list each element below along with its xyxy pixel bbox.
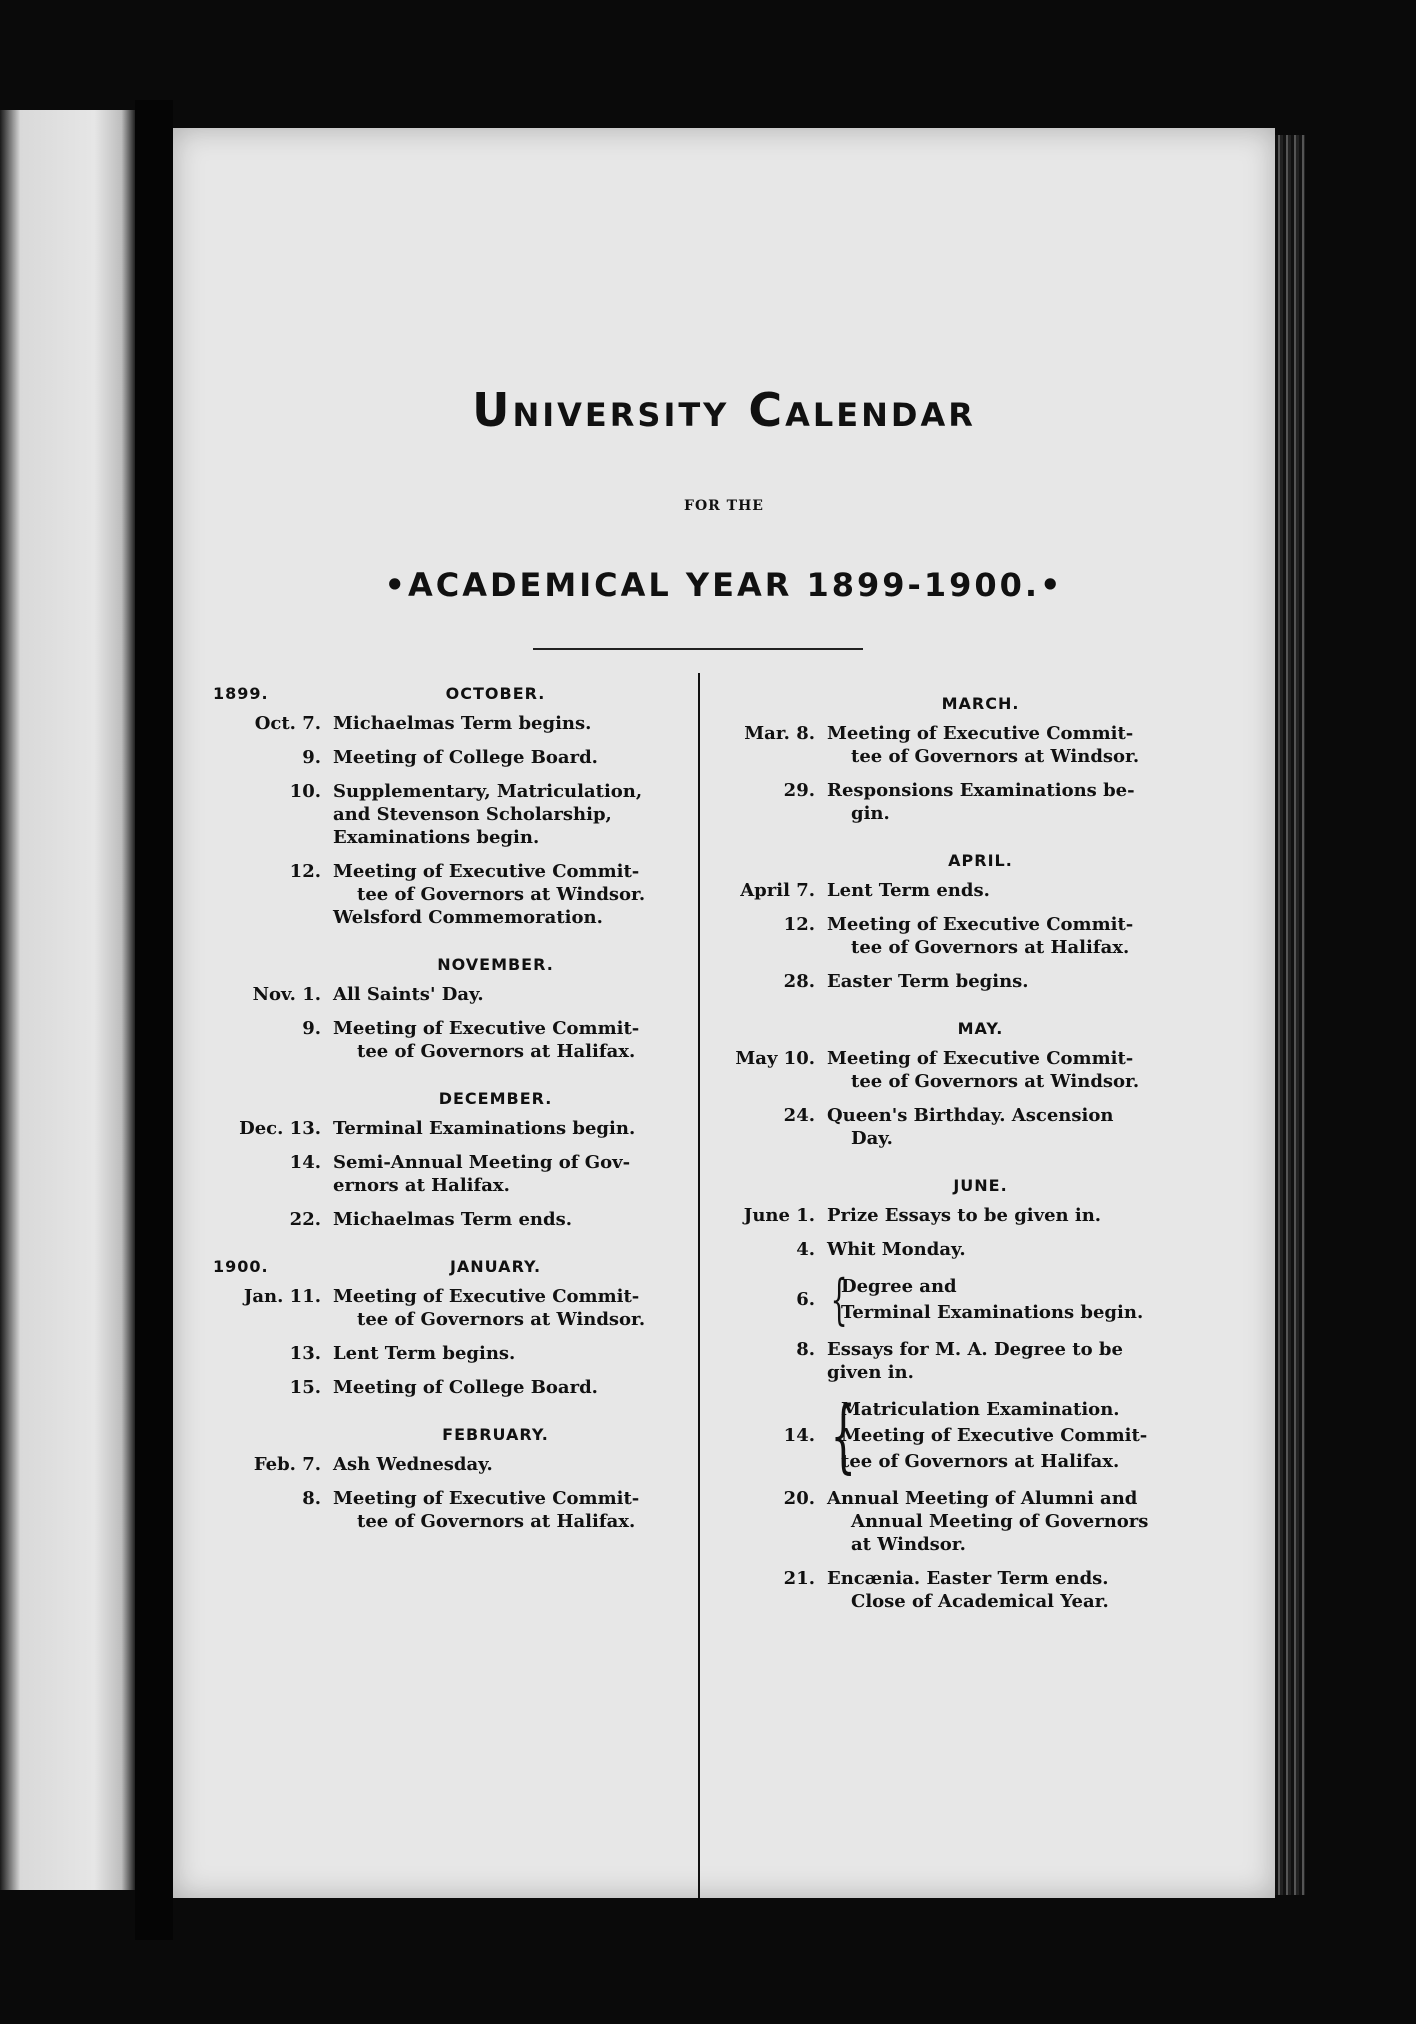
entry-date: 9. xyxy=(302,1018,321,1039)
for-the-label: FOR THE xyxy=(684,498,764,514)
entry-text: Whit Monday. xyxy=(827,1239,966,1260)
entry-text: Semi-Annual Meeting of Gov- ernors at Halifax. xyxy=(333,1152,631,1196)
entry-date: Dec. 13. xyxy=(239,1118,321,1139)
calendar-entry xyxy=(213,1151,683,1197)
brace-symbol: { xyxy=(830,1388,856,1482)
month-heading-december: DECEMBER. xyxy=(438,1089,553,1108)
calendar-entry xyxy=(733,1204,1188,1227)
facing-page-edge xyxy=(0,110,135,1890)
entry-text: Meeting of Executive Commit- tee of Governors at Windsor. xyxy=(333,1286,646,1330)
entry-text: Prize Essays to be given in. xyxy=(827,1205,1102,1226)
calendar-entry xyxy=(213,983,683,1006)
page-stack-edge xyxy=(1275,135,1305,1895)
title-rule xyxy=(533,648,863,650)
month-heading-october: 1899. OCTOBER. xyxy=(213,684,546,703)
month-heading-january: 1900. JANUARY. xyxy=(213,1257,542,1276)
calendar-entry xyxy=(733,1567,1188,1613)
entry-date: May 10. xyxy=(735,1048,815,1069)
entry-date: Mar. 8. xyxy=(744,723,815,744)
entry-text: Meeting of Executive Commit- tee of Governors at Windsor. xyxy=(827,723,1140,767)
calendar-entry xyxy=(733,779,1188,825)
entry-date: 10. xyxy=(289,781,321,802)
entry-text: Matriculation Examination. Meeting of Executive Commit- tee of Governors at Halifax. xyxy=(841,1399,1148,1472)
calendar-entry xyxy=(213,1117,683,1140)
calendar-entry xyxy=(733,1487,1188,1556)
column-divider xyxy=(698,673,700,1898)
entry-date: 4. xyxy=(796,1239,815,1260)
entry-text: Encænia. Easter Term ends. Close of Academical Year. xyxy=(827,1568,1109,1612)
calendar-entry xyxy=(213,1376,683,1399)
calendar-entry xyxy=(733,913,1188,959)
entry-text: Supplementary, Matriculation, and Stevenson Scholarship, Examinations begin. xyxy=(333,781,643,848)
entry-date: Feb. 7. xyxy=(253,1454,321,1475)
calendar-entry xyxy=(213,860,683,929)
page-subtitle: •ACADEMICAL YEAR 1899-1900.• xyxy=(384,566,1064,604)
entry-text: Meeting of Executive Commit- tee of Governors at Windsor. Welsford Commemoration. xyxy=(333,861,646,928)
entry-text: Easter Term begins. xyxy=(827,971,1029,992)
entry-text: Meeting of Executive Commit- tee of Governors at Windsor. xyxy=(827,1048,1140,1092)
calendar-entry xyxy=(213,1487,683,1533)
entry-text: Meeting of College Board. xyxy=(333,747,598,768)
entry-text: Meeting of College Board. xyxy=(333,1377,598,1398)
month-heading-may: MAY. xyxy=(957,1019,1004,1038)
entry-text: Michaelmas Term ends. xyxy=(333,1209,572,1230)
entry-text: Lent Term begins. xyxy=(333,1343,516,1364)
entry-date: 14. xyxy=(289,1152,321,1173)
calendar-entry xyxy=(213,1208,683,1231)
year-label: 1899. xyxy=(213,684,269,703)
entry-date: 20. xyxy=(783,1488,815,1509)
entry-text: Responsions Examinations be- gin. xyxy=(827,780,1135,824)
entry-text: Lent Term ends. xyxy=(827,880,990,901)
calendar-entry xyxy=(213,712,683,735)
entry-date: 28. xyxy=(783,971,815,992)
entry-date: 22. xyxy=(289,1209,321,1230)
entry-date: 9. xyxy=(302,747,321,768)
month-heading-march: MARCH. xyxy=(941,694,1020,713)
calendar-entry xyxy=(733,1267,1188,1331)
entry-text: Essays for M. A. Degree to be given in. xyxy=(827,1339,1123,1383)
year-label: 1900. xyxy=(213,1257,269,1276)
entry-date: 13. xyxy=(289,1343,321,1364)
calendar-entry xyxy=(733,1238,1188,1261)
calendar-entry xyxy=(733,1047,1188,1093)
entry-text: Queen's Birthday. Ascension Day. xyxy=(827,1105,1114,1149)
calendar-entry xyxy=(733,722,1188,768)
entry-date: June 1. xyxy=(743,1205,815,1226)
month-heading-april: APRIL. xyxy=(948,851,1013,870)
entry-date: 29. xyxy=(783,780,815,801)
entry-text: All Saints' Day. xyxy=(333,984,484,1005)
entry-date: 6. xyxy=(796,1289,815,1310)
calendar-entry xyxy=(213,1017,683,1063)
calendar-entry xyxy=(213,1453,683,1476)
calendar-entry xyxy=(213,1285,683,1331)
calendar-entry xyxy=(733,879,1188,902)
entry-text: Annual Meeting of Alumni and Annual Meeting of Governors at Windsor. xyxy=(827,1488,1149,1555)
calendar-entry xyxy=(733,970,1188,993)
entry-text: Meeting of Executive Commit- tee of Governors at Halifax. xyxy=(333,1488,640,1532)
calendar-entry xyxy=(213,780,683,849)
calendar-entry xyxy=(733,1388,1188,1482)
brace-symbol: { xyxy=(830,1267,848,1331)
left-column xyxy=(213,658,683,1544)
calendar-entry xyxy=(213,746,683,769)
entry-date: 12. xyxy=(289,861,321,882)
right-column xyxy=(733,668,1188,1624)
entry-text: Michaelmas Term begins. xyxy=(333,713,592,734)
calendar-entry xyxy=(733,1338,1188,1384)
entry-text: Meeting of Executive Commit- tee of Governors at Halifax. xyxy=(333,1018,640,1062)
month-heading-february: FEBRUARY. xyxy=(442,1425,549,1444)
book-gutter xyxy=(135,100,173,1940)
calendar-page xyxy=(173,128,1275,1898)
entry-text: Ash Wednesday. xyxy=(333,1454,493,1475)
entry-date: April 7. xyxy=(740,880,815,901)
calendar-entry xyxy=(733,1104,1188,1150)
entry-date: 8. xyxy=(302,1488,321,1509)
entry-date: 24. xyxy=(783,1105,815,1126)
entry-text: Terminal Examinations begin. xyxy=(333,1118,636,1139)
entry-date: Jan. 11. xyxy=(243,1286,321,1307)
month-heading-november: NOVEMBER. xyxy=(437,955,554,974)
entry-date: Oct. 7. xyxy=(254,713,321,734)
entry-date: 14. xyxy=(783,1425,815,1446)
entry-text: Meeting of Executive Commit- tee of Governors at Halifax. xyxy=(827,914,1134,958)
month-heading-june: JUNE. xyxy=(953,1176,1008,1195)
entry-date: 12. xyxy=(783,914,815,935)
page-title: University Calendar xyxy=(472,383,976,437)
entry-date: 15. xyxy=(289,1377,321,1398)
calendar-entry xyxy=(213,1342,683,1365)
entry-date: Nov. 1. xyxy=(252,984,321,1005)
entry-text: Degree and Terminal Examinations begin. xyxy=(841,1276,1144,1323)
entry-date: 8. xyxy=(796,1339,815,1360)
entry-date: 21. xyxy=(783,1568,815,1589)
